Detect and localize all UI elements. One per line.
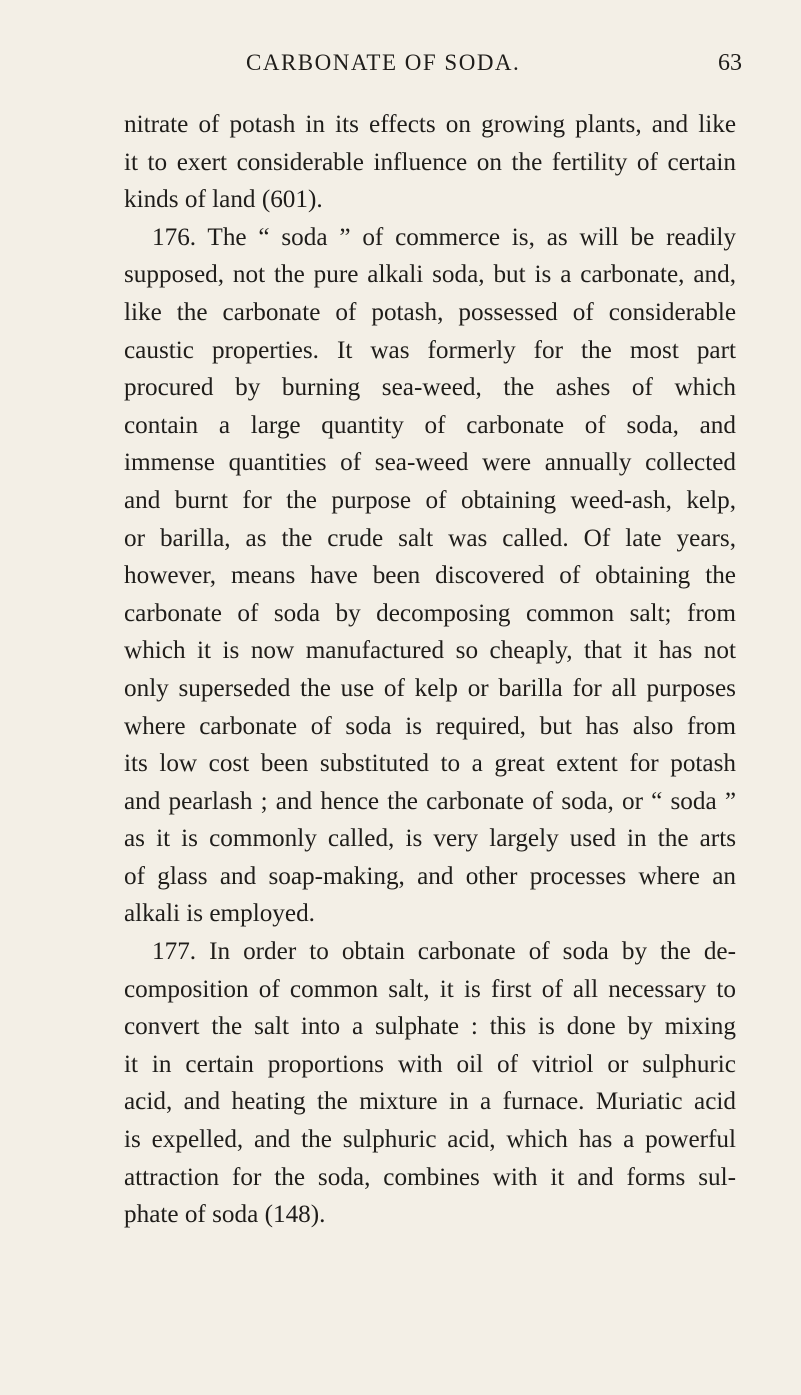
text-line: its low cost been substituted to a great extent for potash [124, 750, 736, 778]
text-line: kinds of land (601). [124, 186, 323, 214]
text-line: procured by burning sea-weed, the ashes of which [124, 374, 736, 402]
running-head [128, 50, 742, 90]
text-line: convert the salt into a sulphate : this is done by mixing [124, 1013, 736, 1041]
text-line: like the carbonate of potash, possessed of considerable [124, 298, 736, 326]
text-line: and pearlash ; and hence the carbonate of soda, or “ soda ” [124, 787, 736, 815]
text-line: contain a large quantity of carbonate of soda, and [124, 411, 736, 439]
page-number: 63 [718, 50, 742, 76]
text-line: carbonate of soda by decomposing common salt; from [124, 599, 736, 627]
text-line: it to exert considerable influence on the fertility of certain [124, 148, 736, 176]
text-line: supposed, not the pure alkali soda, but is a carbonate, and, [124, 261, 736, 289]
text-line: composition of common salt, it is first of all necessary to [124, 975, 736, 1003]
text-line: or barilla, as the crude salt was called. Of late years, [124, 524, 736, 552]
text-line: where carbonate of soda is required, but has also from [124, 712, 736, 740]
text-line: however, means have been discovered of obtaining the [124, 562, 736, 590]
text-line: is expelled, and the sulphuric acid, which has a powerful [124, 1126, 736, 1154]
text-line: only superseded the use of kelp or barilla for all purposes [124, 674, 736, 702]
body-text [124, 106, 736, 1234]
text-line: phate of soda (148). [124, 1201, 326, 1229]
text-line: which it is now manufactured so cheaply, that it has not [124, 637, 736, 665]
text-line: 176. The “ soda ” of commerce is, as will be readily [152, 223, 736, 251]
text-line: acid, and heating the mixture in a furnace. Muriatic acid [124, 1088, 736, 1116]
text-line: of glass and soap-making, and other processes where an [124, 862, 736, 890]
text-line: immense quantities of sea-weed were annually collected [124, 449, 736, 477]
running-title: CARBONATE OF SODA. [246, 50, 521, 75]
text-line: 177. In order to obtain carbonate of soda by the de- [152, 938, 736, 966]
text-line: it in certain proportions with oil of vitriol or sulphuric [124, 1050, 736, 1078]
text-line: alkali is employed. [124, 900, 315, 928]
text-line: attraction for the soda, combines with it and forms sul- [124, 1163, 736, 1191]
text-line: and burnt for the purpose of obtaining weed-ash, kelp, [124, 486, 736, 514]
text-line: nitrate of potash in its effects on growing plants, and like [124, 111, 736, 138]
text-line: as it is commonly called, is very largely used in the arts [124, 825, 736, 853]
text-line: caustic properties. It was formerly for the most part [124, 336, 736, 364]
